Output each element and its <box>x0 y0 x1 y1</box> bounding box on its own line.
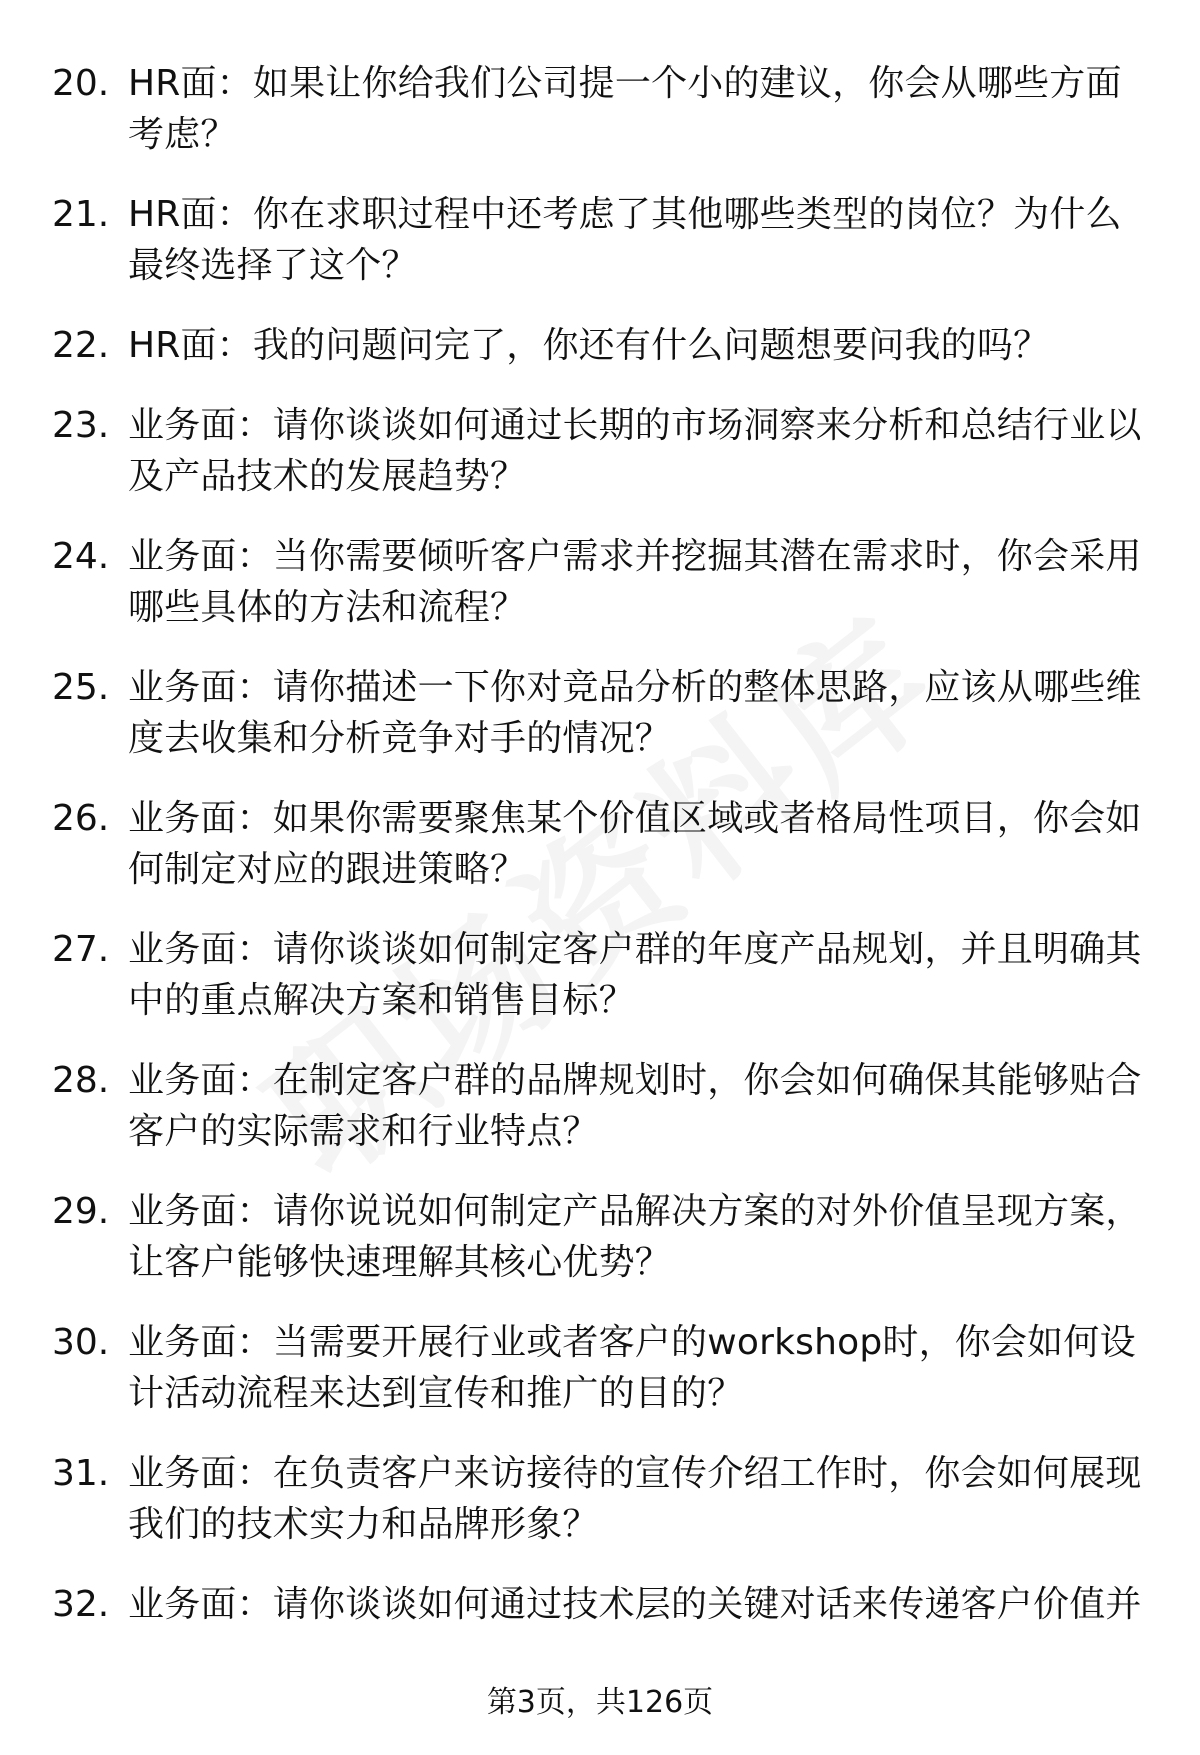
question-item <box>52 400 1152 502</box>
question-text: 业务面：当需要开展行业或者客户的workshop时，你会如何设计活动流程来达到宣传和推广的目的？ <box>128 1322 1136 1414</box>
question-number: 21. <box>52 194 110 235</box>
question-item <box>52 1055 1152 1157</box>
question-text: 业务面：请你谈谈如何通过长期的市场洞察来分析和总结行业以及产品技术的发展趋势？ <box>128 405 1142 497</box>
question-number: 29. <box>52 1191 110 1232</box>
question-item <box>52 1317 1152 1419</box>
question-item <box>52 1448 1152 1550</box>
question-text: 业务面：请你描述一下你对竞品分析的整体思路，应该从哪些维度去收集和分析竞争对手的情况？ <box>128 667 1142 759</box>
question-number: 24. <box>52 536 110 577</box>
question-text: 业务面：请你谈谈如何通过技术层的关键对话来传递客户价值并 <box>128 1584 1142 1625</box>
question-item <box>52 662 1152 764</box>
question-number: 31. <box>52 1453 110 1494</box>
question-item <box>52 58 1152 160</box>
question-item <box>52 924 1152 1026</box>
question-item <box>52 189 1152 291</box>
question-text: HR面：你在求职过程中还考虑了其他哪些类型的岗位？为什么最终选择了这个？ <box>128 194 1122 286</box>
question-item <box>52 1186 1152 1288</box>
question-number: 30. <box>52 1322 110 1363</box>
question-number: 26. <box>52 798 110 839</box>
question-text: 业务面：请你说说如何制定产品解决方案的对外价值呈现方案，让客户能够快速理解其核心优势？ <box>128 1191 1142 1283</box>
question-text: HR面：如果让你给我们公司提一个小的建议，你会从哪些方面考虑？ <box>128 63 1122 155</box>
question-item <box>52 793 1152 895</box>
page-number-footer: 第3页，共126页 <box>486 1685 714 1720</box>
question-text: HR面：我的问题问完了，你还有什么问题想要问我的吗？ <box>128 325 1050 366</box>
question-number: 32. <box>52 1584 110 1625</box>
question-text: 业务面：在制定客户群的品牌规划时，你会如何确保其能够贴合客户的实际需求和行业特点？ <box>128 1060 1142 1152</box>
question-number: 22. <box>52 325 110 366</box>
question-list <box>52 58 1152 1659</box>
question-text: 业务面：当你需要倾听客户需求并挖掘其潜在需求时，你会采用哪些具体的方法和流程？ <box>128 536 1142 628</box>
question-number: 23. <box>52 405 110 446</box>
question-number: 27. <box>52 929 110 970</box>
question-number: 25. <box>52 667 110 708</box>
question-text: 业务面：如果你需要聚焦某个价值区域或者格局性项目，你会如何制定对应的跟进策略？ <box>128 798 1142 890</box>
question-number: 20. <box>52 63 110 104</box>
question-item <box>52 531 1152 633</box>
question-item <box>52 320 1152 371</box>
question-text: 业务面：在负责客户来访接待的宣传介绍工作时，你会如何展现我们的技术实力和品牌形象？ <box>128 1453 1142 1545</box>
question-item <box>52 1579 1152 1630</box>
question-text: 业务面：请你谈谈如何制定客户群的年度产品规划，并且明确其中的重点解决方案和销售目标？ <box>128 929 1142 1021</box>
question-number: 28. <box>52 1060 110 1101</box>
